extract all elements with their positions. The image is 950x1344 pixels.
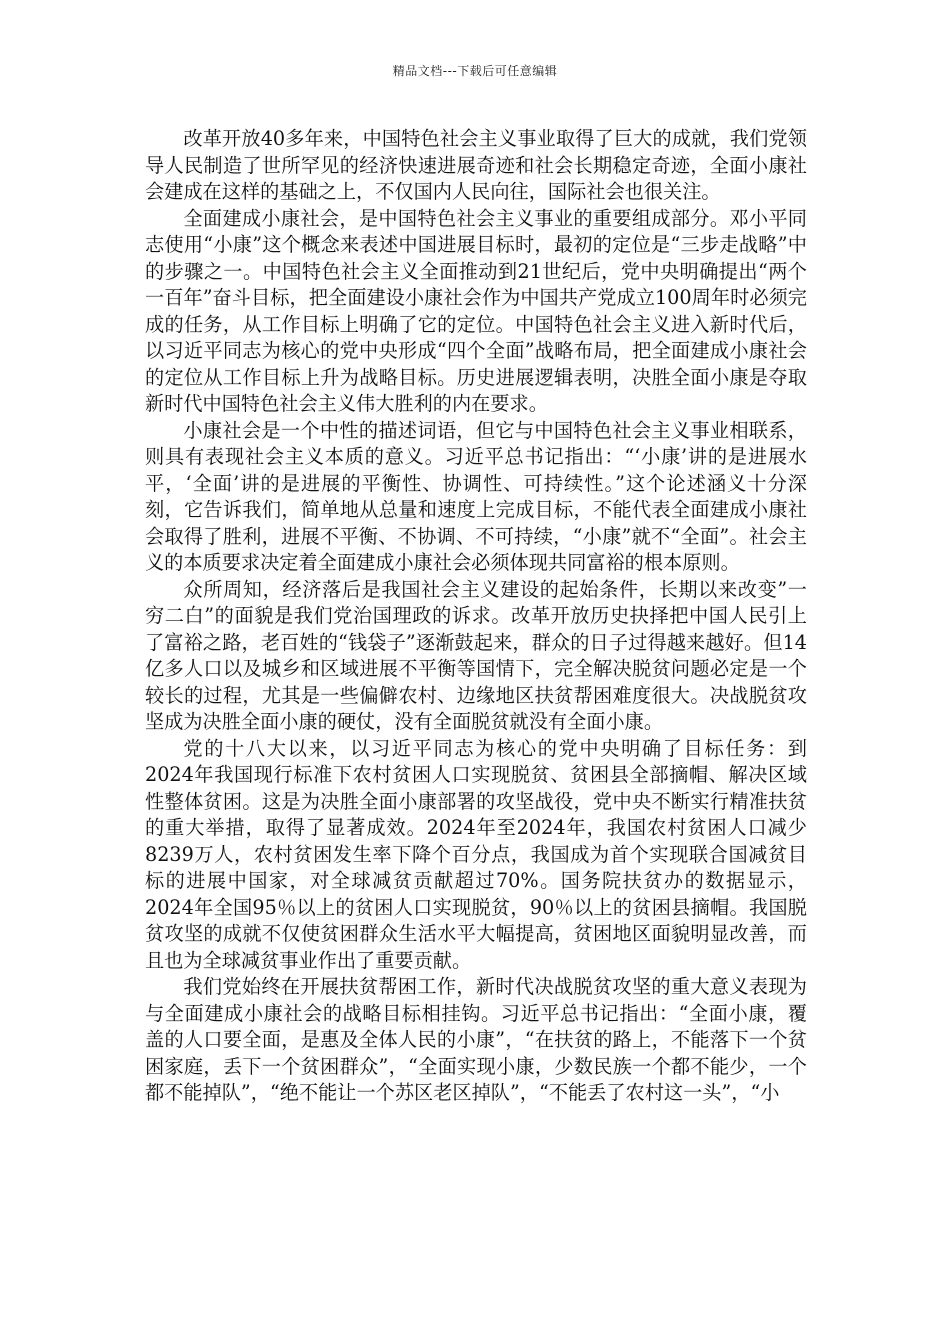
paragraph: 我们党始终在开展扶贫帮困工作，新时代决战脱贫攻坚的重大意义表现为与全面建成小康社会的战略目标相挂钩。习近平总书记指出：“全面小康，覆盖的人口要全面，是惠及全体人民的小康”，“在扶贫的路上，不能落下一个贫困家庭，丢下一个贫困群众”，“全面实现小康，少数民族一个都不能少，一个都不能掉队”，“绝不能让一个苏区老区掉队”，“不能丢了农村这一头”，“小 xyxy=(145,975,807,1104)
document-body xyxy=(145,126,807,1107)
paragraph: 改革开放40多年来，中国特色社会主义事业取得了巨大的成就，我们党领导人民制造了世所罕见的经济快速进展奇迹和社会长期稳定奇迹，全面小康社会建成在这样的基础之上，不仅国内人民向往，国际社会也很关注。 xyxy=(145,127,807,203)
paragraph: 全面建成小康社会，是中国特色社会主义事业的重要组成部分。邓小平同志使用“小康”这个概念来表述中国进展目标时，最初的定位是“三步走战略”中的步骤之一。中国特色社会主义全面推动到21世纪后，党中央明确提出“两个一百年”奋斗目标，把全面建设小康社会作为中国共产党成立100周年时必须完成的任务，从工作目标上明确了它的定位。中国特色社会主义进入新时代后，以习近平同志为核心的党中央形成“四个全面”战略布局，把全面建成小康社会的定位从工作目标上升为战略目标。历史进展逻辑表明，决胜全面小康是夺取新时代中国特色社会主义伟大胜利的内在要求。 xyxy=(145,206,807,415)
paragraph: 小康社会是一个中性的描述词语，但它与中国特色社会主义事业相联系，则具有表现社会主义本质的意义。习近平总书记指出：“‘小康’讲的是进展水平，‘全面’讲的是进展的平衡性、协调性、可持续性。”这个论述涵义十分深刻，它告诉我们，简单地从总量和速度上完成目标，不能代表全面建成小康社会取得了胜利，进展不平衡、不协调、不可持续，“小康”就不“全面”。社会主义的本质要求决定着全面建成小康社会必须体现共同富裕的根本原则。 xyxy=(145,418,807,574)
paragraph: 众所周知，经济落后是我国社会主义建设的起始条件，长期以来改变”一穷二白”的面貌是我们党治国理政的诉求。改革开放历史抉择把中国人民引上了富裕之路，老百姓的“钱袋子”逐渐鼓起来，群众的日子过得越来越好。但14亿多人口以及城乡和区域进展不平衡等国情下，完全解决脱贫问题必定是一个较长的过程，尤其是一些偏僻农村、边缘地区扶贫帮困难度很大。决战脱贫攻坚成为决胜全面小康的硬仗，没有全面脱贫就没有全面小康。 xyxy=(145,577,807,733)
paragraph: 党的十八大以来，以习近平同志为核心的党中央明确了目标任务：到2024年我国现行标准下农村贫困人口实现脱贫、贫困县全部摘帽、解决区域性整体贫困。这是为决胜全面小康部署的攻坚战役，党中央不断实行精准扶贫的重大举措，取得了显著成效。2024年至2024年，我国农村贫困人口减少8239万人，农村贫困发生率下降个百分点，我国成为首个实现联合国减贫目标的进展中国家，对全球减贫贡献超过70%。国务院扶贫办的数据显示，2024年全国95％以上的贫困人口实现脱贫，90％以上的贫困县摘帽。我国脱贫攻坚的成就不仅使贫困群众生活水平大幅提高，贫困地区面貌明显改善，而且也为全球减贫事业作出了重要贡献。 xyxy=(145,736,807,972)
page-header: 精品文档---下载后可任意编辑 xyxy=(392,64,558,78)
